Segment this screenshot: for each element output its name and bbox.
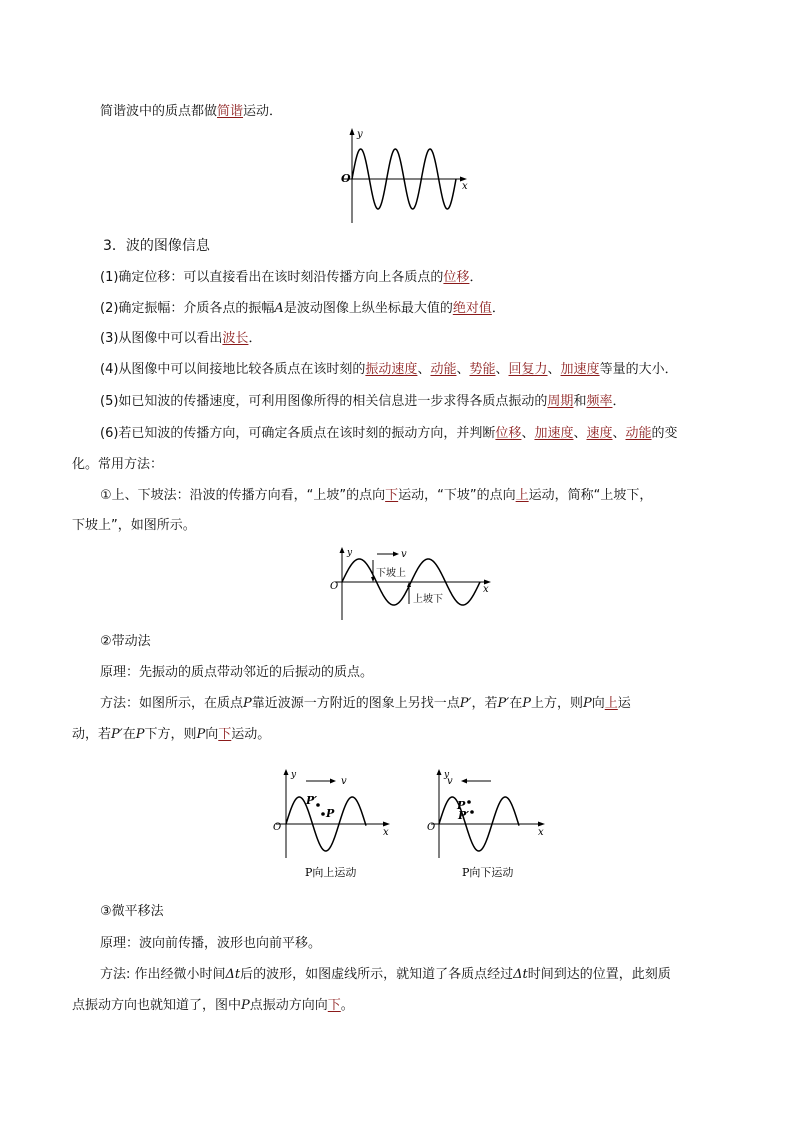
- item-3: (3)从图像中可以看出波长．: [100, 331, 262, 346]
- svg-text:v: v: [341, 776, 347, 787]
- method-3-principle: 原理：波向前传播，波形也向前平移。: [100, 936, 322, 951]
- figure-caption: P向下运动: [462, 866, 514, 879]
- item-2: (2)确定振幅：介质各点的振幅A是波动图像上纵坐标最大值的绝对值．: [100, 301, 505, 316]
- x-axis-arrow-icon: [383, 822, 390, 827]
- y-axis-arrow-icon: [340, 547, 345, 553]
- method-1: ①上、下坡法：沿波的传播方向看，“上坡”的点向下运动，“下坡”的点向上运动，简称“上坡下，: [100, 488, 653, 503]
- svg-text:O: O: [330, 581, 339, 592]
- drive-method-figure-down: [425, 762, 555, 884]
- svg-text:x: x: [383, 827, 389, 838]
- svg-text:P′: P′: [458, 809, 470, 822]
- velocity-arrow-icon: [393, 552, 399, 557]
- figure-caption: P向上运动: [305, 866, 357, 879]
- section-heading: 3．波的图像信息: [103, 238, 210, 254]
- method-3-method: 方法: 作出经微小时间Δt后的波形，如图虚线所示，就知道了各质点经过Δt时间到达的位置，此刻质: [100, 967, 671, 982]
- svg-text:x: x: [538, 827, 544, 838]
- item-6: (6)若已知波的传播方向，可确定各质点在该时刻的振动方向，并判断位移、加速度、速度、动能的变: [100, 426, 678, 441]
- svg-text:下坡上: 下坡上: [376, 568, 406, 579]
- svg-text:x: x: [483, 584, 489, 595]
- method-1-cont: 下坡上”，如图所示。: [72, 518, 196, 533]
- svg-text:y: y: [291, 770, 297, 780]
- x-label: x: [462, 181, 468, 192]
- svg-text:y: y: [444, 770, 450, 780]
- svg-text:上坡下: 上坡下: [413, 594, 443, 605]
- method-2-title: ②带动法: [100, 634, 151, 649]
- slope-method-figure: [325, 544, 497, 622]
- item-1: (1)确定位移：可以直接看出在该时刻沿传播方向上各质点的位移．: [100, 270, 483, 285]
- down-arrow-icon: [371, 577, 375, 582]
- svg-text:v: v: [447, 776, 453, 787]
- svg-text:P′: P′: [306, 794, 318, 807]
- origin-label: O: [341, 172, 351, 185]
- svg-text:P: P: [326, 807, 335, 820]
- y-axis-arrow-icon: [284, 769, 289, 775]
- method-2-method-cont: 动，若P′在P下方，则P向下运动。: [72, 727, 271, 742]
- sine-wave-figure: [338, 125, 473, 225]
- x-axis-arrow-icon: [538, 822, 545, 827]
- intro-line: 简谐波中的质点都做简谐运动．: [100, 104, 283, 119]
- svg-text:O: O: [273, 822, 282, 833]
- method-3-method-cont: 点振动方向也就知道了，图中P点振动方向向下。: [72, 998, 354, 1013]
- svg-text:P: P: [457, 799, 466, 812]
- method-2-method: 方法：如图所示，在质点P靠近波源一方附近的图象上另找一点P′，若P′在P上方，则P向上运: [100, 696, 631, 711]
- answer-simple-harmonic: 简谐: [217, 104, 244, 119]
- method-3-title: ③微平移法: [100, 904, 164, 919]
- y-axis-arrow-icon: [437, 769, 442, 775]
- velocity-arrow-icon: [330, 779, 336, 784]
- velocity-arrow-icon: [461, 779, 467, 784]
- y-label: y: [357, 129, 363, 140]
- method-2-principle: 原理：先振动的质点带动邻近的后振动的质点。: [100, 665, 374, 680]
- item-4: (4)从图像中可以间接地比较各质点在该时刻的振动速度、动能、势能、回复力、加速度等量的大小．: [100, 362, 678, 377]
- svg-text:O: O: [427, 822, 436, 833]
- item-5: (5)如已知波的传播速度，可利用图像所得的相关信息进一步求得各质点振动的周期和频率．: [100, 394, 626, 409]
- drive-method-figure-up: [268, 762, 398, 884]
- svg-text:v: v: [401, 549, 407, 560]
- svg-text:y: y: [347, 548, 353, 558]
- item-6-cont: 化。常用方法：: [72, 457, 164, 472]
- y-axis-arrow-icon: [350, 128, 355, 135]
